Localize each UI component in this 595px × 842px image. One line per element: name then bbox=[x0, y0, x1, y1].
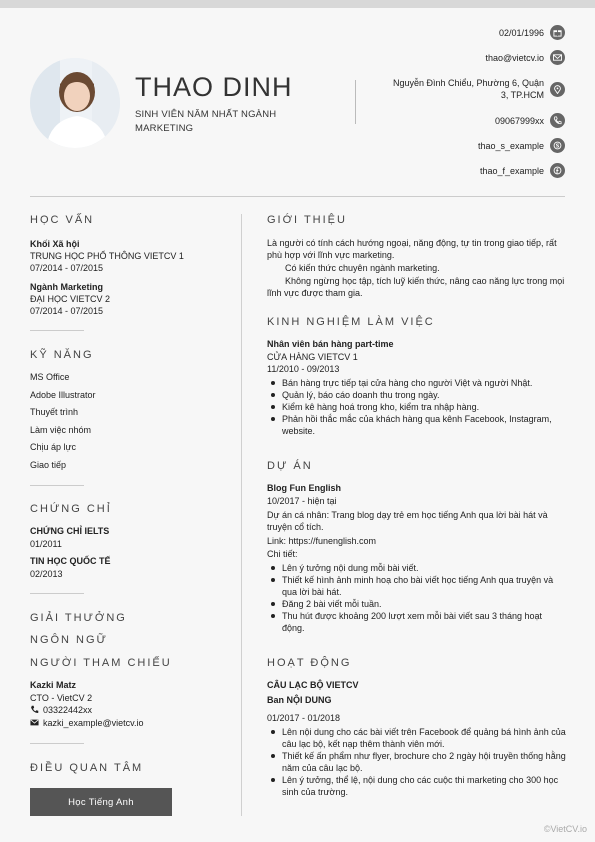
divider bbox=[30, 593, 84, 594]
skill-item: Làm việc nhóm bbox=[30, 425, 92, 435]
reference-name: Kazki Matz bbox=[30, 680, 77, 690]
list-item: Lên nội dung cho các bài viết trên Facebook để quảng bá hình ảnh của câu lạc bộ, kết nạp thêm thành viên mới. bbox=[268, 726, 566, 750]
section-languages-title: NGÔN NGỮ bbox=[30, 634, 108, 646]
section-intro-title: GIỚI THIỆU bbox=[267, 214, 347, 226]
divider bbox=[30, 743, 84, 744]
column-divider bbox=[241, 214, 242, 816]
contact-address-text: Nguyễn Đình Chiểu, Phường 6, Quận 3, TP.HCM bbox=[392, 78, 544, 100]
education-major-1: Khối Xã hội bbox=[30, 239, 80, 249]
section-references-title: NGƯỜI THAM CHIẾU bbox=[30, 657, 172, 669]
phone-icon bbox=[30, 705, 39, 714]
skill-item: MS Office bbox=[30, 372, 70, 382]
certificate-date-1: 01/2011 bbox=[30, 539, 62, 549]
gift-icon bbox=[550, 25, 565, 40]
contact-facebook[interactable] bbox=[480, 163, 565, 178]
contact-birthday bbox=[499, 25, 565, 40]
intro-paragraph-1: Là người có tính cách hướng ngoại, năng động, tự tin trong giao tiếp, rất phù hợp với lĩnh vực marketing. bbox=[267, 238, 557, 260]
activity-period: 01/2017 - 01/2018 bbox=[267, 713, 341, 723]
section-activities-title: HOẠT ĐỘNG bbox=[267, 657, 352, 669]
contact-phone[interactable] bbox=[495, 113, 565, 128]
project-period: 10/2017 - hiện tại bbox=[267, 496, 337, 506]
list-item: Lên ý tưởng nội dung mỗi bài viết. bbox=[268, 562, 566, 574]
contact-skype[interactable] bbox=[478, 138, 565, 153]
contact-address bbox=[384, 77, 565, 101]
reference-phone-row bbox=[30, 704, 92, 716]
reference-phone[interactable]: 03322442xx bbox=[43, 705, 93, 715]
top-bar bbox=[0, 0, 595, 8]
project-description: Dự án cá nhân: Trang blog dạy trẻ em học tiếng Anh qua lời bài hát và truyện cổ tích. bbox=[267, 510, 548, 532]
education-school-2: ĐẠI HỌC VIETCV 2 bbox=[30, 294, 111, 304]
list-item: Quản lý, báo cáo doanh thu trong ngày. bbox=[268, 389, 566, 401]
skill-item: Thuyết trình bbox=[30, 407, 79, 417]
project-name: Blog Fun English bbox=[267, 483, 341, 493]
activity-org: CÂU LẠC BỘ VIETCV bbox=[267, 680, 359, 690]
section-awards-title: GIẢI THƯỞNG bbox=[30, 612, 127, 624]
experience-company: CỬA HÀNG VIETCV 1 bbox=[267, 352, 358, 362]
list-item: Phản hồi thắc mắc của khách hàng qua kênh Facebook, Instagram, website. bbox=[268, 413, 566, 437]
education-major-2: Ngành Marketing bbox=[30, 282, 104, 292]
education-period-1: 07/2014 - 07/2015 bbox=[30, 263, 104, 273]
experience-period: 11/2010 - 09/2013 bbox=[267, 364, 340, 374]
activity-department: Ban NỘI DUNG bbox=[267, 695, 332, 705]
list-item: Thu hút được khoảng 200 lượt xem mỗi bài viết sau 3 tháng hoạt động. bbox=[268, 610, 566, 634]
list-item: Bán hàng trực tiếp tại cửa hàng cho người Việt và người Nhật. bbox=[268, 377, 566, 389]
skill-item: Adobe Illustrator bbox=[30, 390, 96, 400]
reference-role: CTO - VietCV 2 bbox=[30, 693, 93, 703]
section-education-title: HỌC VẤN bbox=[30, 214, 95, 226]
divider bbox=[30, 485, 84, 486]
contact-facebook-text[interactable]: thao_f_example bbox=[479, 165, 544, 176]
project-link[interactable]: Link: https://funenglish.com bbox=[267, 536, 377, 546]
certificate-name-1: CHỨNG CHỈ IELTS bbox=[30, 526, 110, 536]
skill-item: Chịu áp lực bbox=[30, 442, 77, 452]
contact-email-text[interactable]: thao@vietcv.io bbox=[485, 52, 544, 63]
reference-email[interactable]: kazki_example@vietcv.io bbox=[43, 718, 144, 728]
divider bbox=[30, 330, 84, 331]
activity-bullets bbox=[268, 726, 566, 798]
intro-paragraph-2: Có kiến thức chuyên ngành marketing. bbox=[285, 263, 440, 273]
header-divider bbox=[355, 80, 356, 124]
avatar bbox=[30, 58, 120, 148]
certificate-date-2: 02/2013 bbox=[30, 569, 63, 579]
phone-icon bbox=[550, 113, 565, 128]
experience-bullets bbox=[268, 377, 566, 437]
location-icon bbox=[550, 82, 565, 97]
education-school-1: TRUNG HỌC PHỔ THÔNG VIETCV 1 bbox=[30, 251, 184, 261]
mail-icon bbox=[550, 50, 565, 65]
skill-item: Giao tiếp bbox=[30, 460, 67, 470]
facebook-icon bbox=[550, 163, 565, 178]
reference-email-row bbox=[30, 717, 144, 729]
certificate-name-2: TIN HỌC QUỐC TẾ bbox=[30, 556, 111, 566]
project-detail-label: Chi tiết: bbox=[267, 549, 298, 559]
list-item: Thiết kế hình ảnh minh hoạ cho bài viết học tiếng Anh qua truyện và qua lời bài hát. bbox=[268, 574, 566, 598]
list-item: Lên ý tưởng, thể lệ, nội dung cho các cuộc thi marketing cho 300 học sinh của trường. bbox=[268, 774, 566, 798]
header-rule bbox=[30, 196, 565, 197]
mail-icon bbox=[30, 718, 39, 727]
list-item: Kiểm kê hàng hoá trong kho, kiểm tra nhập hàng. bbox=[268, 401, 566, 413]
experience-role: Nhân viên bán hàng part-time bbox=[267, 339, 394, 349]
candidate-name: THAO DINH bbox=[135, 72, 293, 102]
section-projects-title: DỰ ÁN bbox=[267, 460, 313, 472]
contact-birthday-text: 02/01/1996 bbox=[498, 27, 544, 38]
avatar-portrait-icon bbox=[30, 58, 120, 148]
contact-skype-text[interactable]: thao_s_example bbox=[477, 140, 544, 151]
project-bullets bbox=[268, 562, 566, 634]
contact-phone-text[interactable]: 09067999xx bbox=[494, 115, 544, 126]
list-item: Đăng 2 bài viết mỗi tuần. bbox=[268, 598, 566, 610]
list-item: Thiết kế ấn phẩm như flyer, brochure cho 2 ngày hội truyền thống hằng năm của câu lạc bộ. bbox=[268, 750, 566, 774]
candidate-headline: SINH VIÊN NĂM NHẤT NGÀNH MARKETING bbox=[135, 109, 277, 134]
section-experience-title: KINH NGHIỆM LÀM VIỆC bbox=[267, 316, 435, 328]
section-certificates-title: CHỨNG CHỈ bbox=[30, 503, 112, 515]
education-period-2: 07/2014 - 07/2015 bbox=[30, 306, 104, 316]
watermark: ©VietCV.io bbox=[543, 824, 587, 834]
section-interests-title: ĐIỀU QUAN TÂM bbox=[30, 762, 144, 774]
intro-paragraph-3: Không ngừng học tập, tích luỹ kiến thức, nâng cao năng lực trong mọi lĩnh vực được tham gia. bbox=[267, 276, 565, 298]
contact-email[interactable] bbox=[486, 50, 566, 65]
interest-tag: Học Tiếng Anh bbox=[30, 788, 172, 816]
section-skills-title: KỸ NĂNG bbox=[30, 349, 94, 361]
skype-icon bbox=[550, 138, 565, 153]
